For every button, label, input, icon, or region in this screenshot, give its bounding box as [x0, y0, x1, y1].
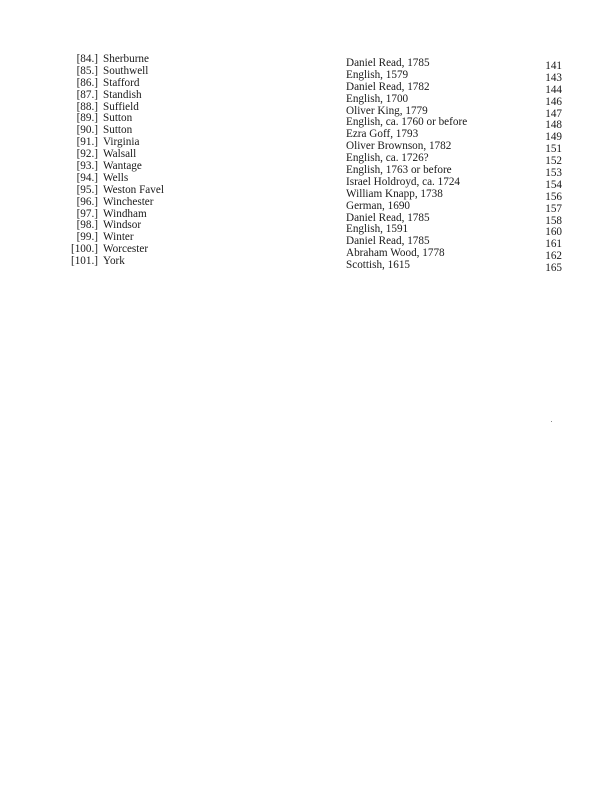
composer-date: Daniel Read, 1785 — [346, 57, 430, 69]
composer-date: English, 1700 — [346, 92, 409, 105]
page-number: 160 — [545, 226, 562, 239]
tune-title: Stafford — [103, 76, 140, 89]
composer-date: Scottish, 1615 — [346, 259, 411, 272]
tune-number: [98.] — [76, 219, 98, 232]
composer-date: Oliver King, 1779 — [346, 104, 428, 117]
page-number: 153 — [545, 167, 562, 180]
tune-number: [93.] — [76, 160, 98, 173]
page-number: 144 — [545, 83, 562, 96]
page-number: 158 — [545, 214, 562, 227]
tune-number: [94.] — [76, 171, 98, 184]
composer-date: Daniel Read, 1782 — [346, 80, 430, 93]
source-entry — [346, 189, 562, 201]
tune-number: [91.] — [76, 136, 98, 149]
tune-title: Worcester — [103, 243, 149, 256]
tune-source-list — [346, 57, 562, 275]
composer-date: English, ca. 1726? — [346, 152, 429, 165]
page-number: 146 — [545, 95, 562, 108]
page-number: 162 — [545, 250, 562, 263]
source-entry — [346, 177, 562, 189]
tune-number: [97.] — [76, 207, 98, 220]
tune-title: Weston Favel — [103, 183, 164, 196]
source-entry — [346, 70, 562, 82]
tune-number: [95.] — [76, 183, 98, 196]
composer-date: English, 1591 — [346, 223, 409, 236]
tune-title-list — [62, 54, 262, 268]
page-number: 149 — [545, 131, 562, 144]
tune-title: Wantage — [103, 160, 142, 173]
tune-entry — [62, 185, 262, 197]
composer-date: German, 1690 — [346, 199, 411, 212]
tune-number: [101.] — [70, 255, 98, 268]
tune-entry — [62, 66, 262, 78]
page-number: 143 — [545, 71, 562, 84]
tune-entry — [62, 173, 262, 185]
composer-date: Ezra Goff, 1793 — [346, 128, 419, 141]
tune-title: Virginia — [103, 136, 140, 149]
tune-number: [100.] — [70, 243, 98, 256]
tune-number: [92.] — [76, 148, 98, 161]
scan-speck — [551, 421, 552, 422]
composer-date: Oliver Brownson, 1782 — [346, 140, 452, 153]
page-number: 151 — [545, 143, 562, 156]
tune-number: [84.] — [76, 53, 98, 65]
page-number: 161 — [545, 238, 562, 251]
composer-date: English, ca. 1760 or before — [346, 116, 468, 129]
tune-title: York — [103, 255, 125, 268]
tune-number: [88.] — [76, 100, 98, 113]
composer-date: English, 1763 or before — [346, 164, 452, 177]
tune-entry — [62, 78, 262, 90]
tune-title: Winter — [103, 231, 134, 244]
tune-entry — [62, 197, 262, 209]
composer-date: William Knapp, 1738 — [346, 187, 443, 200]
source-entry — [346, 94, 562, 106]
tune-title: Winchester — [103, 195, 154, 208]
tune-title: Southwell — [103, 64, 149, 77]
page-number: 152 — [545, 155, 562, 168]
tune-title: Windsor — [103, 219, 142, 232]
tune-entry — [62, 256, 262, 268]
composer-date: Abraham Wood, 1778 — [346, 247, 445, 260]
tune-number: [87.] — [76, 88, 98, 101]
composer-date: English, 1579 — [346, 68, 409, 81]
tune-title: Sherburne — [103, 53, 149, 65]
tune-number: [89.] — [76, 112, 98, 125]
composer-date: Daniel Read, 1785 — [346, 211, 430, 224]
tune-number: [99.] — [76, 231, 98, 244]
tune-title: Suffield — [103, 100, 139, 113]
source-entry — [346, 259, 562, 275]
tune-number: [86.] — [76, 76, 98, 89]
page-number: 157 — [545, 202, 562, 215]
tune-title: Sutton — [103, 124, 133, 137]
source-entry — [346, 201, 562, 213]
source-entry — [346, 82, 562, 94]
page-number: 148 — [545, 119, 562, 132]
tune-number: [96.] — [76, 195, 98, 208]
tune-title: Standish — [103, 88, 142, 101]
composer-date: Israel Holdroyd, ca. 1724 — [346, 175, 461, 188]
page-number: 141 — [545, 60, 562, 72]
composer-date: Daniel Read, 1785 — [346, 235, 430, 248]
tune-number: [90.] — [76, 124, 98, 137]
tune-title: Sutton — [103, 112, 133, 125]
tune-title: Walsall — [103, 148, 137, 161]
page-number: 147 — [545, 107, 562, 120]
page-number: 154 — [545, 178, 562, 191]
tune-title: Wells — [103, 171, 129, 184]
tune-entry — [62, 90, 262, 102]
page-number: 156 — [545, 190, 562, 203]
tune-title: Windham — [103, 207, 147, 220]
tune-number: [85.] — [76, 64, 98, 77]
page-number: 165 — [545, 262, 562, 275]
